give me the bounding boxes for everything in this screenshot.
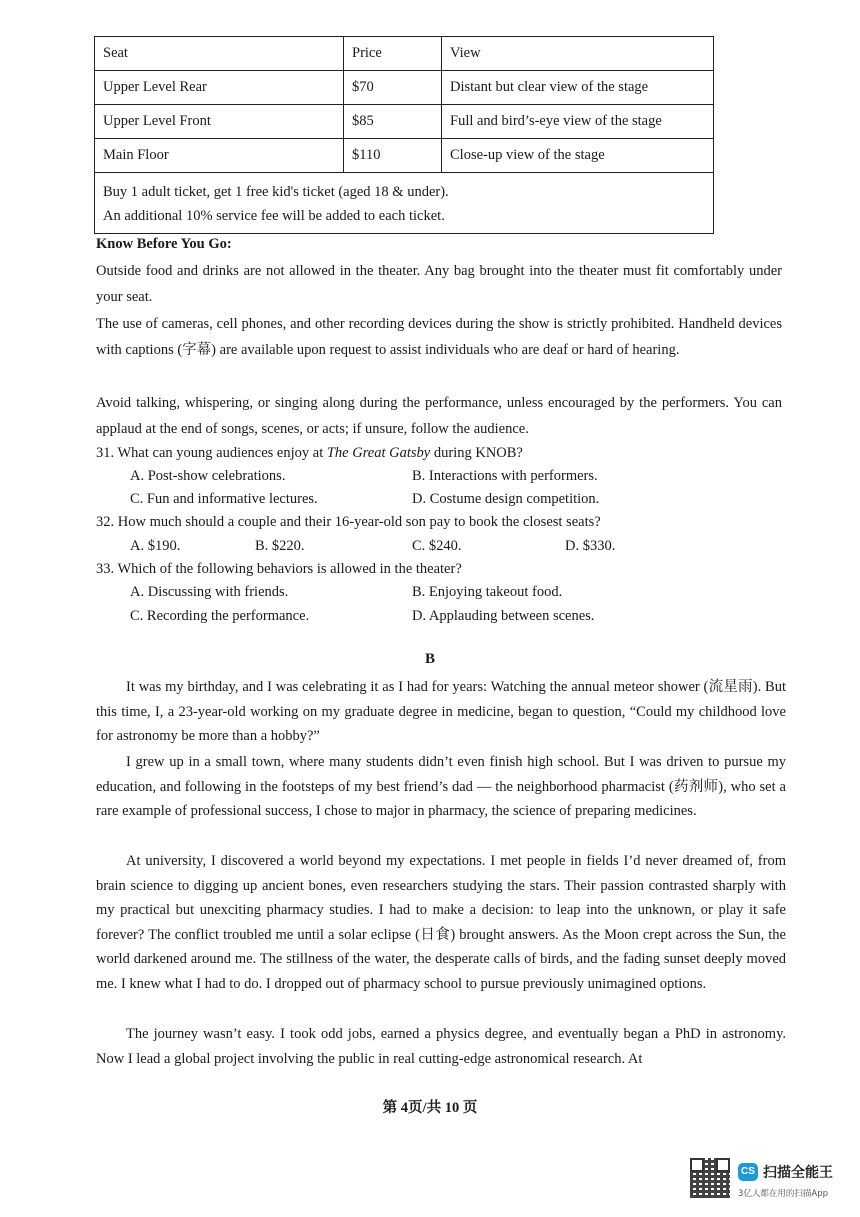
- question-31-title: The Great Gatsby: [326, 445, 431, 461]
- question-32: 32. How much should a couple and their 16-year-old son pay to book the closest seats?: [96, 514, 601, 530]
- view-cell: Full and bird’s-eye view of the stage: [442, 105, 714, 139]
- qr-code-icon: [690, 1158, 730, 1198]
- table-row: [95, 71, 714, 105]
- price-cell: $85: [344, 105, 442, 139]
- table-note-row: [95, 173, 714, 234]
- question-33: 33. Which of the following behaviors is allowed in the theater?: [96, 561, 462, 577]
- table-header-row: [95, 37, 714, 71]
- question-31: [96, 442, 523, 464]
- section-b-label: B: [424, 651, 435, 667]
- passage-paragraph-3: At university, I discovered a world beyond my expectations. I met people in fields I’d never dreamed of, from brain science to digging up ancient bones, even researchers studying the stars. Their passion contrasted sharply with my practical but unexciting pharmacy studies. I had to make a decision: to leap into the unknown, or play it safe forever? The conflict troubled me until a solar eclipse (日食) brought answers. As the Moon crept across the Sun, the world darkened around me. The stillness of the water, the desperate calls of birds, and the fading sunset deeply moved me. I knew what I had to do. I dropped out of pharmacy school to pursue previously unimagined options.: [96, 853, 786, 992]
- option-31-c: C. Fun and informative lectures.: [130, 491, 318, 507]
- scanner-brand: 扫描全能王: [763, 1165, 833, 1181]
- price-cell: $110: [344, 139, 442, 173]
- option-31-a: A. Post-show celebrations.: [130, 468, 286, 484]
- header-view: View: [442, 37, 714, 71]
- option-32-d: D. $330.: [565, 538, 616, 554]
- rule-food-bags: Outside food and drinks are not allowed in the theater. Any bag brought into the theater must fit comfortably under your seat.: [96, 263, 782, 305]
- option-31-b: B. Interactions with performers.: [412, 468, 598, 484]
- view-cell: Close-up view of the stage: [442, 139, 714, 173]
- option-32-c: C. $240.: [412, 538, 462, 554]
- option-33-b: B. Enjoying takeout food.: [412, 584, 563, 600]
- seat-cell: Upper Level Front: [95, 105, 344, 139]
- header-price: Price: [344, 37, 442, 71]
- option-33-d: D. Applauding between scenes.: [412, 608, 595, 624]
- table-row: [95, 139, 714, 173]
- note-service-fee: An additional 10% service fee will be added to each ticket.: [103, 208, 445, 224]
- ticket-note: [95, 173, 714, 234]
- passage-paragraph-1: It was my birthday, and I was celebrating it as I had for years: Watching the annual meteor shower (流星雨). But this time, I, a 23-year-old working on my graduate degree in medicine, began to question, “Could my childhood love for astronomy be more than a hobby?”: [96, 679, 786, 745]
- question-31-stem-a: 31. What can young audiences enjoy at: [96, 445, 327, 461]
- seat-cell: Upper Level Rear: [95, 71, 344, 105]
- question-31-stem-b: during KNOB?: [430, 445, 523, 461]
- option-33-c: C. Recording the performance.: [130, 608, 310, 624]
- know-before-heading: Know Before You Go:: [96, 236, 232, 252]
- price-cell: $70: [344, 71, 442, 105]
- page-number: 第 4页/共 10 页: [382, 1100, 478, 1116]
- rule-devices: The use of cameras, cell phones, and other recording devices during the show is strictly prohibited. Handheld devices with captions (字幕) are available upon request to assist individuals who are deaf or hard of hearing.: [96, 316, 782, 358]
- seat-cell: Main Floor: [95, 139, 344, 173]
- rule-audience-behavior: Avoid talking, whispering, or singing along during the performance, unless encouraged by the performers. You can applaud at the end of songs, scenes, or acts; if unsure, follow the audience.: [96, 395, 782, 437]
- option-31-d: D. Costume design competition.: [412, 491, 600, 507]
- view-cell: Distant but clear view of the stage: [442, 71, 714, 105]
- header-seat: Seat: [95, 37, 344, 71]
- option-32-a: A. $190.: [130, 538, 181, 554]
- scanner-tagline: 3亿人都在用的扫描App: [738, 1189, 829, 1199]
- passage-paragraph-2: I grew up in a small town, where many students didn’t even finish high school. But I was driven to pursue my education, and following in the footsteps of my best friend’s dad — the neighborhood pharmacist (药剂师), who set a rare example of professional success, I chose to major in pharmacy, the science of preparing medicines.: [96, 754, 786, 820]
- option-32-b: B. $220.: [255, 538, 305, 554]
- table-row: [95, 105, 714, 139]
- note-free-kid: Buy 1 adult ticket, get 1 free kid's ticket (aged 18 & under).: [103, 184, 449, 200]
- passage-paragraph-4: The journey wasn’t easy. I took odd jobs, earned a physics degree, and eventually began a PhD in astronomy. Now I lead a global project involving the public in real cutting-edge astronomical research. At: [96, 1026, 786, 1067]
- camscanner-logo: CS: [738, 1163, 758, 1181]
- option-33-a: A. Discussing with friends.: [130, 584, 289, 600]
- ticket-price-table: [94, 36, 714, 234]
